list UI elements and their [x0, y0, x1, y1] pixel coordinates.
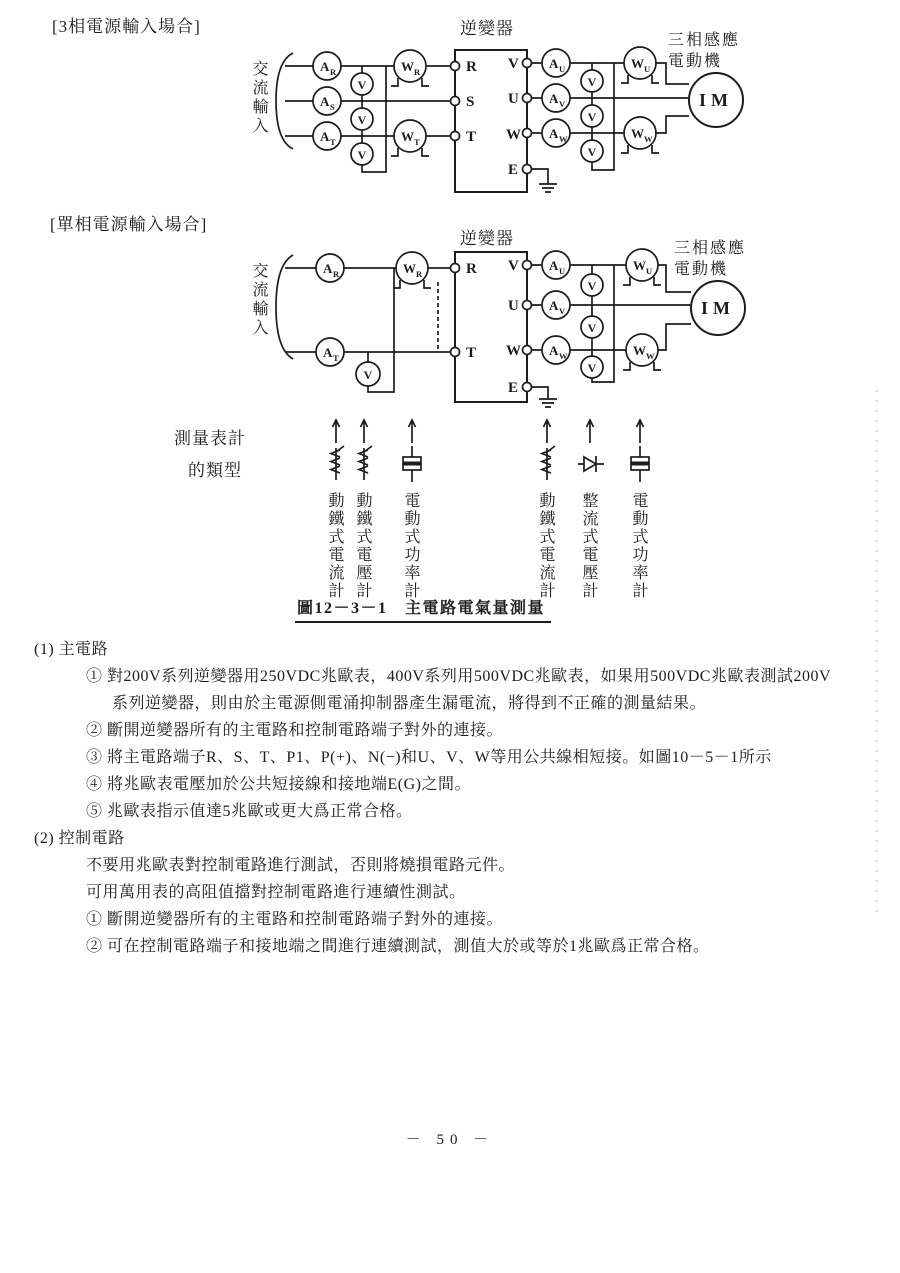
motor-label-2-line2: 電動機 [674, 261, 729, 278]
ammeter-label: A [320, 129, 330, 144]
body-text [28, 636, 890, 960]
terminal-label-t: T [466, 129, 477, 145]
scan-noise [875, 390, 878, 920]
terminal-label-u: U [508, 91, 519, 107]
ammeter-sub: U [559, 64, 566, 74]
inverter-label-2: 逆變器 [460, 229, 514, 248]
body-line: (1) 主電路 [34, 641, 109, 658]
wattmeter-sub: U [646, 266, 653, 276]
wattmeter-sub: T [414, 137, 420, 147]
terminal-label-w: W [506, 343, 521, 359]
meter-column-label-4: 動鐵式電流計 [537, 492, 554, 600]
ammeter-label: A [320, 94, 330, 109]
body-line: ② 可在控制電路端子和接地端之間進行連續測試，測值大於或等於1兆歐爲正常合格。 [86, 938, 710, 955]
figure-caption: 圖12－3－1 主電路電氣量測量 [295, 595, 551, 623]
moving-iron-symbol-icon [359, 446, 372, 480]
inverter-label-1: 逆變器 [460, 19, 514, 38]
terminal-u-1 [523, 94, 532, 103]
body-line: 可用萬用表的高阻值擋對控制電路進行連續性測試。 [86, 884, 466, 901]
body-line: ① 對200V系列逆變器用250VDC兆歐表，400V系列用500VDC兆歐表，如果用500VDC兆歐表測試200V [86, 668, 832, 685]
ammeter-sub: R [333, 269, 340, 279]
body-line: ① 斷開逆變器所有的主電路和控制電路端子對外的連接。 [86, 911, 504, 928]
terminal-label-v: V [508, 258, 519, 274]
motor-label-1-line2: 電動機 [668, 53, 723, 70]
ammeter-label: A [549, 56, 559, 71]
motor-im-label: IM [701, 298, 735, 318]
page-number: － 50 － [405, 1132, 495, 1148]
ammeter-label: A [549, 258, 559, 273]
arrow-up-icon [637, 420, 644, 443]
body-line: ④ 將兆歐表電壓加於公共短接線和接地端E(G)之間。 [86, 776, 471, 793]
terminal-t-2 [451, 348, 460, 357]
meter-column-label-1: 動鐵式電流計 [326, 492, 343, 600]
voltmeter-label: V [357, 148, 367, 162]
body-line: 不要用兆歐表對控制電路進行測試，否則將燒損電路元件。 [86, 857, 516, 874]
terminal-label-v: V [508, 56, 519, 72]
ammeter-sub: W [559, 134, 568, 144]
meter-column-label-2: 動鐵式電壓計 [354, 492, 371, 600]
wattmeter-label: W [633, 258, 646, 273]
terminal-r-1 [451, 62, 460, 71]
terminal-v-1 [523, 59, 532, 68]
wattmeter-label: W [631, 126, 644, 141]
ammeter-sub: V [559, 306, 566, 316]
voltmeter-label: V [357, 113, 367, 127]
meter-column-label-5: 整流式電壓計 [580, 492, 597, 600]
terminal-u-2 [523, 301, 532, 310]
voltmeter-label: V [587, 110, 597, 124]
ammeter-sub: U [559, 266, 566, 276]
wattmeter-label: W [631, 56, 644, 71]
ammeter-sub: V [559, 99, 566, 109]
input-phase-lines-2 [285, 268, 455, 352]
wattmeter-sub: W [644, 134, 653, 144]
voltmeter-label: V [357, 78, 367, 92]
voltmeter-label: V [587, 75, 597, 89]
ammeter-label: A [320, 59, 330, 74]
wattmeter-label: W [633, 343, 646, 358]
terminal-label-t: T [466, 345, 477, 361]
voltmeter-label: V [587, 145, 597, 159]
ammeter-label: A [549, 298, 559, 313]
body-line: ⑤ 兆歐表指示值達5兆歐或更大爲正常合格。 [86, 803, 413, 820]
ammeter-sub: W [559, 351, 568, 361]
wattmeter-sub: W [646, 351, 655, 361]
arrow-up-icon [544, 420, 551, 443]
body-line: ② 斷開逆變器所有的主電路和控制電路端子對外的連接。 [86, 722, 504, 739]
terminal-label-s: S [466, 94, 475, 110]
terminal-w-1 [523, 129, 532, 138]
terminal-t-1 [451, 132, 460, 141]
ammeter-label: A [549, 343, 559, 358]
ammeter-label: A [323, 345, 333, 360]
wattmeter-sub: R [416, 269, 423, 279]
terminal-label-u: U [508, 298, 519, 314]
terminal-label-w: W [506, 127, 521, 143]
motor-label-1-line1: 三相感應 [668, 32, 741, 49]
motor-im-label: IM [699, 90, 733, 110]
ammeter-sub: T [333, 353, 339, 363]
ammeter-label: A [549, 91, 559, 106]
terminal-v-2 [523, 261, 532, 270]
ground-symbol-2 [531, 387, 557, 407]
electrodynamic-symbol-icon [403, 446, 421, 482]
voltmeter-label: V [587, 279, 597, 293]
voltmeter-label: V [587, 321, 597, 335]
ammeter-sub: S [330, 102, 335, 112]
terminal-r-2 [451, 264, 460, 273]
diode-symbol-icon [578, 456, 604, 472]
wattmeter-sub: R [414, 67, 421, 77]
moving-iron-symbol-icon [331, 446, 344, 480]
ground-symbol-1 [531, 169, 557, 192]
arrow-up-icon [587, 420, 594, 443]
body-line: (2) 控制電路 [34, 830, 125, 847]
terminal-s-1 [451, 97, 460, 106]
motor-label-2-line1: 三相感應 [674, 240, 747, 257]
terminal-e-2 [523, 383, 532, 392]
terminal-label-e: E [508, 162, 519, 178]
meter-type-symbols [331, 420, 649, 482]
meter-column-label-6: 電動式功率計 [630, 492, 647, 600]
voltmeter-label: V [587, 361, 597, 375]
ammeter-label: A [549, 126, 559, 141]
meter-column-label-3: 電動式功率計 [402, 492, 419, 600]
wattmeter-label: W [403, 261, 416, 276]
arrow-up-icon [361, 420, 368, 443]
moving-iron-symbol-icon [542, 446, 555, 480]
input-brace-2 [276, 255, 293, 359]
voltmeter-label: V [363, 368, 373, 382]
terminal-label-r: R [466, 261, 477, 277]
wattmeter-label: W [401, 129, 414, 144]
ammeter-sub: R [330, 67, 337, 77]
ac-input-label-1: 交流輸入 [250, 60, 267, 136]
arrow-up-icon [409, 420, 416, 443]
meter-type-title-line1: 測量表計 [174, 429, 246, 448]
wattmeter-sub: U [644, 64, 651, 74]
ammeter-sub: T [330, 137, 336, 147]
wattmeter-label: W [401, 59, 414, 74]
terminal-label-e: E [508, 380, 519, 396]
terminal-w-2 [523, 346, 532, 355]
ammeter-label: A [323, 261, 333, 276]
electrodynamic-symbol-icon [631, 446, 649, 482]
terminal-label-r: R [466, 59, 477, 75]
body-line: 系列逆變器，則由於主電源側電涌抑制器產生漏電流，將得到不正確的測量結果。 [112, 695, 707, 712]
terminal-e-1 [523, 165, 532, 174]
arrow-up-icon [333, 420, 340, 443]
body-line: ③ 將主電路端子R、S、T、P1、P(+)、N(−)和U、V、W等用公共線相短接。如圖10－5－1所示 [86, 749, 772, 766]
section-label-3phase: [3相電源輸入場合] [52, 17, 201, 36]
ac-input-label-2: 交流輸入 [250, 262, 267, 338]
meter-type-title-line2: 的類型 [188, 461, 242, 480]
section-label-1phase: [單相電源輸入場合] [50, 215, 208, 234]
